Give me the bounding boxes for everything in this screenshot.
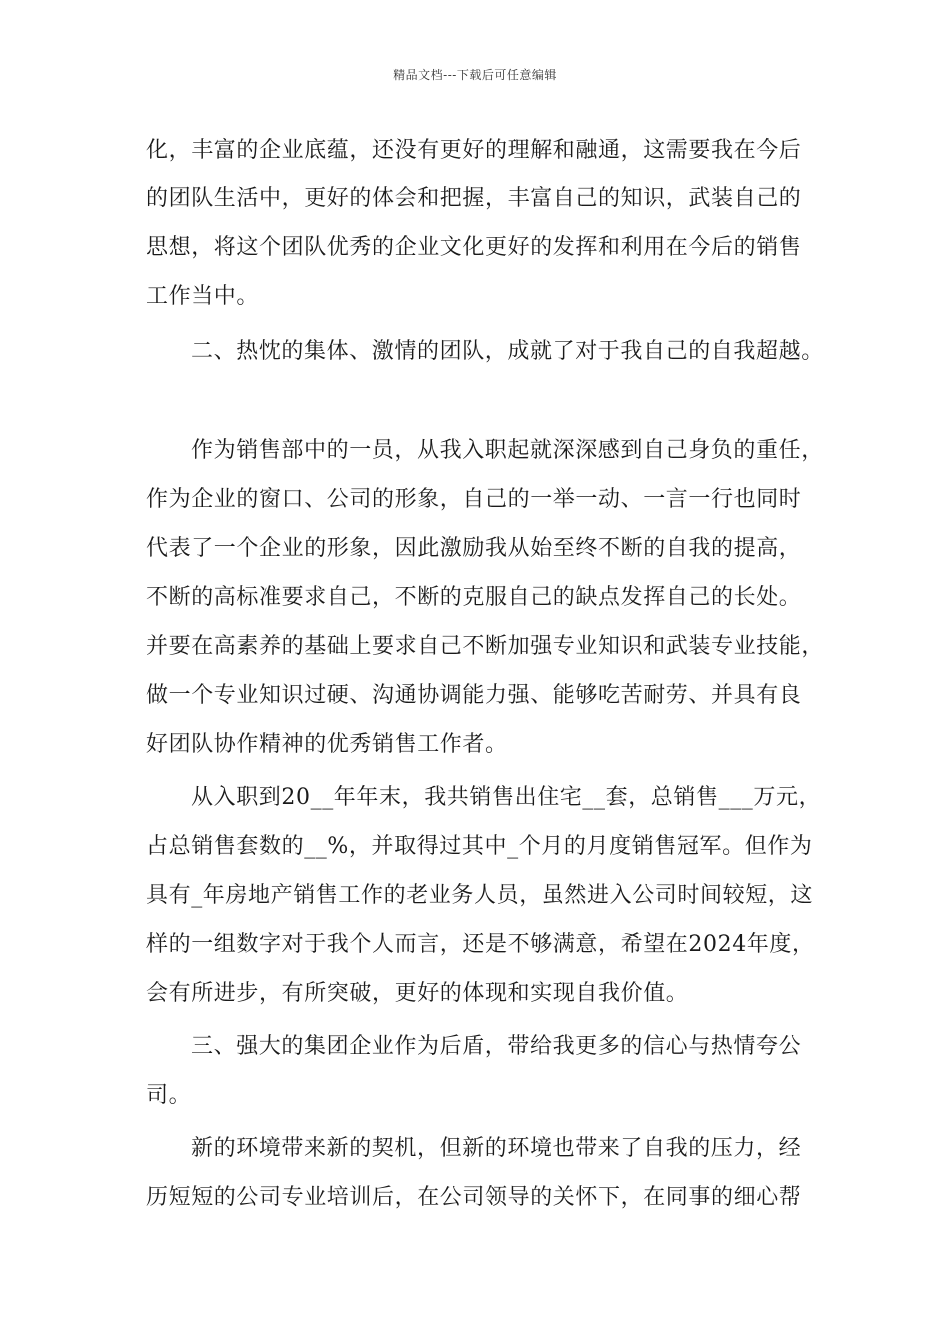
text-line: 司。 <box>146 1083 192 1108</box>
text-line: 工作当中。 <box>146 284 260 309</box>
section-heading: 三、强大的集团企业作为后盾，带给我更多的信心与热情夸公 <box>191 1034 802 1059</box>
text-line: 化，丰富的企业底蕴，还没有更好的理解和融通，这需要我在今后 <box>146 138 802 163</box>
text-line: 历短短的公司专业培训后，在公司领导的关怀下，在同事的细心帮 <box>146 1185 802 1210</box>
text-line: 占总销售套数的__%，并取得过其中_个月的月度销售冠军。但作为 <box>146 834 813 859</box>
text-line: 会有所进步，有所突破，更好的体现和实现自我价值。 <box>146 981 689 1006</box>
text-line: 从入职到20__年年末，我共销售出住宅__套，总销售___万元， <box>191 785 822 810</box>
text-line: 不断的高标准要求自己，不断的克服自己的缺点发挥自己的长处。 <box>146 585 802 610</box>
text-line: 做一个专业知识过硬、沟通协调能力强、能够吃苦耐劳、并具有良 <box>146 683 802 708</box>
text-line: 好团队协作精神的优秀销售工作者。 <box>146 732 508 757</box>
text-line: 新的环境带来新的契机，但新的环境也带来了自我的压力，经 <box>191 1136 802 1161</box>
section-heading: 二、热忱的集体、激情的团队，成就了对于我自己的自我超越。 <box>191 339 824 364</box>
text-line: 并要在高素养的基础上要求自己不断加强专业知识和武装专业技能， <box>146 634 825 659</box>
text-line: 作为销售部中的一员，从我入职起就深深感到自己身负的重任， <box>191 438 824 463</box>
text-line: 样的一组数字对于我个人而言，还是不够满意，希望在2024年度， <box>146 932 815 957</box>
text-line: 思想，将这个团队优秀的企业文化更好的发挥和利用在今后的销售 <box>146 235 802 260</box>
page-header: 精品文档---下载后可任意编辑 <box>393 68 557 82</box>
text-line: 的团队生活中，更好的体会和把握，丰富自己的知识，武装自己的 <box>146 186 802 211</box>
text-line: 代表了一个企业的形象，因此激励我从始至终不断的自我的提高， <box>146 536 802 561</box>
text-line: 作为企业的窗口、公司的形象，自己的一举一动、一言一行也同时 <box>146 487 802 512</box>
text-line: 具有_年房地产销售工作的老业务人员，虽然进入公司时间较短，这 <box>146 883 814 908</box>
